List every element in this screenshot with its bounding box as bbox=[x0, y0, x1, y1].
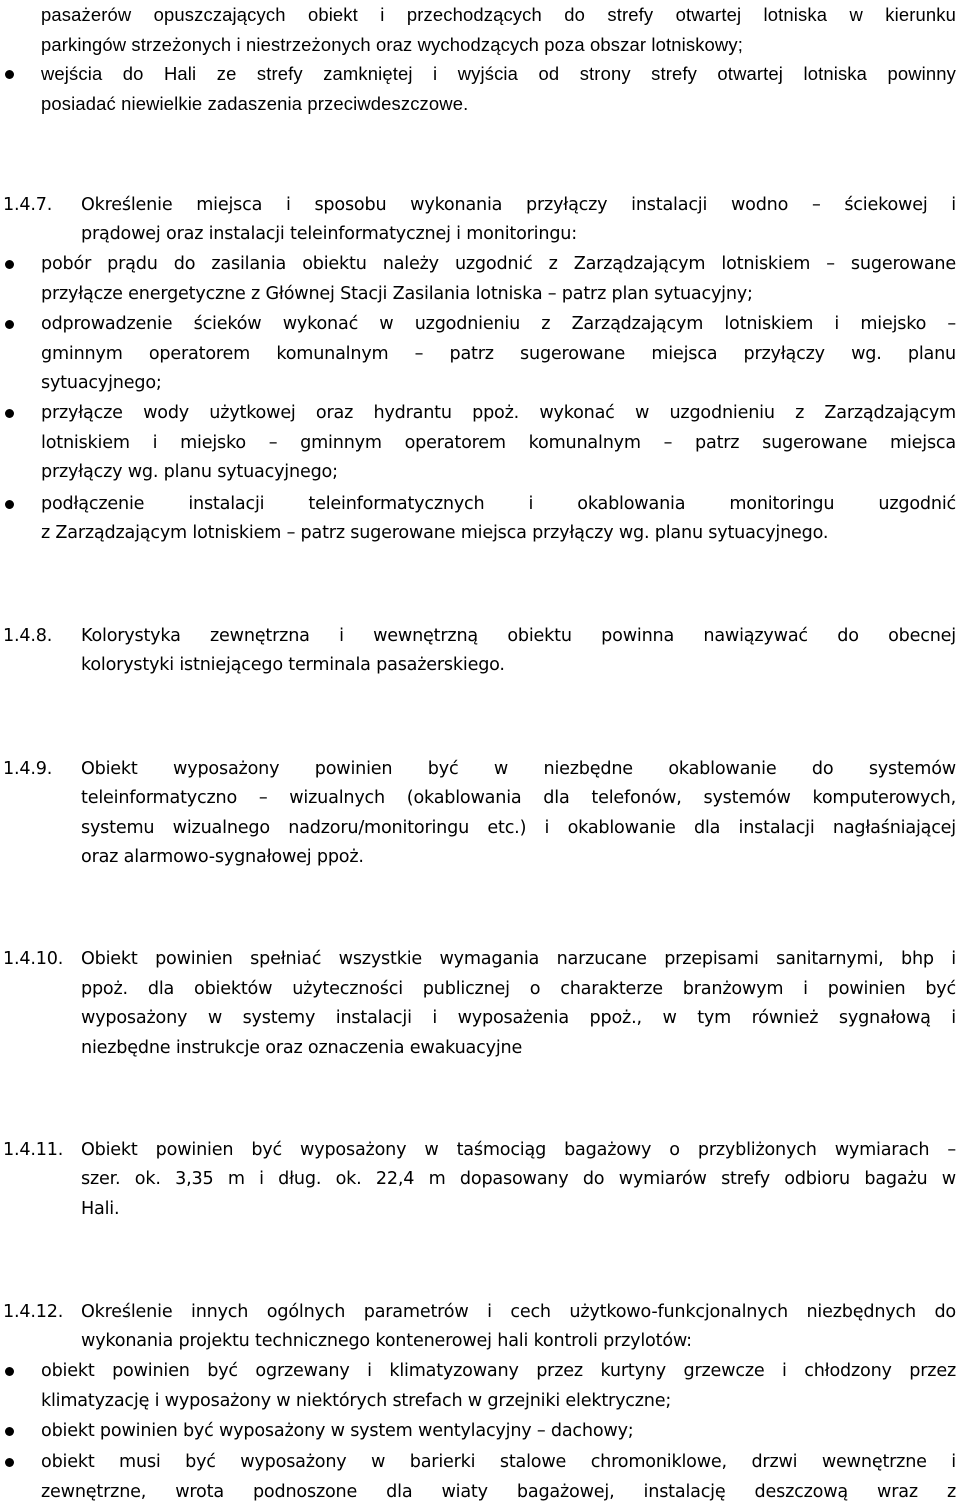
bullet-line: posiadać niewielkie zadaszenia przeciwdeszczowe. bbox=[41, 93, 469, 114]
section-heading-line: wykonania projektu technicznego kontenerowej hali kontroli przylotów: bbox=[81, 1331, 692, 1351]
section-heading-line: kolorystyki istniejącego terminala pasażerskiego. bbox=[81, 655, 505, 675]
section-heading-line: systemu wizualnego nadzoru/monitoringu etc.) i okablowanie dla instalacji nagłaśniającej bbox=[81, 818, 956, 838]
bullet-line: obiekt powinien być wyposażony w system wentylacyjny – dachowy; bbox=[41, 1421, 634, 1441]
section-heading-line: Hali. bbox=[81, 1199, 120, 1219]
section-heading-line: Obiekt powinien być wyposażony w taśmociąg bagażowy o przybliżonych wymiarach – bbox=[81, 1140, 956, 1160]
section-heading-line: niezbędne instrukcje oraz oznaczenia ewakuacyjne bbox=[81, 1038, 523, 1058]
bullet-line: gminnym operatorem komunalnym – patrz sugerowane miejsca przyłączy wg. planu bbox=[41, 344, 956, 364]
section-number: 1.4.9. bbox=[3, 759, 53, 779]
bullet-line: podłączenie instalacji teleinformatycznych i okablowania monitoringu uzgodnić bbox=[41, 494, 956, 514]
section-heading-line: Kolorystyka zewnętrzna i wewnętrzną obiektu powinna nawiązywać do obecnej bbox=[81, 626, 956, 646]
section-heading-line: prądowej oraz instalacji teleinformatycznej i monitoringu: bbox=[81, 224, 577, 244]
section-heading-line: wyposażony w systemy instalacji i wyposażenia ppoż., w tym również sygnałową i bbox=[81, 1008, 956, 1028]
bullet-line: zewnętrzne, wrota podnoszone dla wiaty bagażowej, instalację deszczową wraz z bbox=[41, 1482, 956, 1502]
section-heading-line: ppoż. dla obiektów użyteczności publicznej o charakterze branżowym i powinien być bbox=[81, 979, 956, 999]
bullet-dot-icon bbox=[5, 409, 14, 418]
bullet-dot-icon bbox=[5, 320, 14, 329]
bullet-line: wejścia do Hali ze strefy zamkniętej i wyjścia od strony strefy otwartej lotniska powinny bbox=[41, 63, 956, 84]
bullet-dot-icon bbox=[5, 70, 14, 79]
bullet-line: z Zarządzającym lotniskiem – patrz sugerowane miejsca przyłączy wg. planu sytuacyjnego. bbox=[41, 523, 829, 543]
section-heading-line: teleinformatyczno – wizualnych (okablowania dla telefonów, systemów komputerowych, bbox=[81, 788, 956, 808]
bullet-line: odprowadzenie ścieków wykonać w uzgodnieniu z Zarządzającym lotniskiem i miejsko – bbox=[41, 314, 956, 334]
section-heading-line: Obiekt powinien spełniać wszystkie wymagania narzucane przepisami sanitarnymi, bhp i bbox=[81, 949, 956, 969]
section-number: 1.4.12. bbox=[3, 1302, 64, 1322]
bullet-dot-icon bbox=[5, 1427, 14, 1436]
bullet-dot-icon bbox=[5, 1458, 14, 1467]
bullet-line: lotniskiem i miejsko – gminnym operatorem komunalnym – patrz sugerowane miejsca bbox=[41, 433, 956, 453]
bullet-line: przyłączy wg. planu sytuacyjnego; bbox=[41, 462, 338, 482]
bullet-line: przyłącze energetyczne z Głównej Stacji Zasilania lotniska – patrz plan sytuacyjny; bbox=[41, 284, 753, 304]
section-number: 1.4.10. bbox=[3, 949, 64, 969]
bullet-line: pasażerów opuszczających obiekt i przechodzących do strefy otwartej lotniska w kierunku bbox=[41, 4, 956, 25]
section-heading-line: Obiekt wyposażony powinien być w niezbędne okablowanie do systemów bbox=[81, 759, 956, 779]
bullet-line: klimatyzację i wyposażony w niektórych strefach w grzejniki elektryczne; bbox=[41, 1391, 672, 1411]
bullet-line: przyłącze wody użytkowej oraz hydrantu ppoż. wykonać w uzgodnieniu z Zarządzającym bbox=[41, 403, 956, 423]
bullet-line: sytuacyjnego; bbox=[41, 373, 162, 393]
bullet-line: pobór prądu do zasilania obiektu należy uzgodnić z Zarządzającym lotniskiem – sugerowane bbox=[41, 254, 956, 274]
bullet-dot-icon bbox=[5, 500, 14, 509]
section-number: 1.4.11. bbox=[3, 1140, 64, 1160]
section-number: 1.4.8. bbox=[3, 626, 53, 646]
bullet-line: obiekt musi być wyposażony w barierki stalowe chromoniklowe, drzwi wewnętrzne i bbox=[41, 1452, 956, 1472]
section-heading-line: oraz alarmowo-sygnałowej ppoż. bbox=[81, 847, 364, 867]
bullet-line: parkingów strzeżonych i niestrzeżonych oraz wychodzących poza obszar lotniskowy; bbox=[41, 34, 743, 55]
bullet-dot-icon bbox=[5, 260, 14, 269]
section-heading-line: Określenie innych ogólnych parametrów i cech użytkowo-funkcjonalnych niezbędnych do bbox=[81, 1302, 956, 1322]
section-number: 1.4.7. bbox=[3, 195, 53, 215]
section-heading-line: Określenie miejsca i sposobu wykonania przyłączy instalacji wodno – ściekowej i bbox=[81, 195, 956, 215]
section-heading-line: szer. ok. 3,35 m i dług. ok. 22,4 m dopasowany do wymiarów strefy odbioru bagażu w bbox=[81, 1169, 956, 1189]
bullet-dot-icon bbox=[5, 1367, 14, 1376]
bullet-line: obiekt powinien być ogrzewany i klimatyzowany przez kurtyny grzewcze i chłodzony przez bbox=[41, 1361, 956, 1381]
